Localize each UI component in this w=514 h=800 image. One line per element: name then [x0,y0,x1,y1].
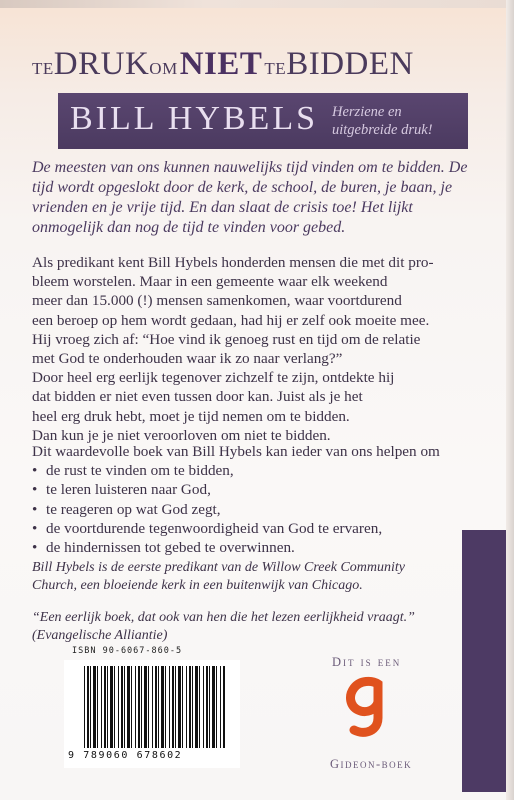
description-line: Hij vroeg zich af: “Hoe vind ik genoeg rust en tijd om de relatie [32,330,421,348]
benefits-section [32,442,452,557]
decorative-side-band [462,530,506,792]
description-line: Als predikant kent Bill Hybels honderden mensen die met dit pro- [32,254,434,271]
description-line: dat bidden er niet even tussen door kan. Juist als je het [32,388,363,406]
list-item [32,480,452,499]
list-item-text: de voortdurende tegenwoordigheid van God te ervaren, [46,519,383,537]
description-line: Dan kun je je niet veroorloven om niet te bidden. [32,426,331,444]
description-line: bleem worstelen. Maar in een gemeente waar elk weekend [32,273,388,291]
list-item [32,538,452,557]
author-name: BILL HYBELS [70,100,319,137]
title-word-druk: DRUK [53,46,150,82]
bullet-icon: • [32,481,38,499]
title-word-om: OM [149,59,178,78]
title-word-bidden: BIDDEN [286,46,414,82]
description-line: met God te onderhouden waar ik zo naar verlang?” [32,350,343,368]
edition-note: Herziene en uitgebreide druk! [332,104,433,138]
list-item-text: de hindernissen tot gebed te overwinnen. [46,539,295,557]
description-line: heel erg druk hebt, moet je tijd nemen om te bidden. [32,407,350,425]
description-paragraph [32,253,452,445]
quote-source: (Evangelische Alliantie) [32,628,168,643]
benefits-list [32,461,452,557]
barcode-icon [84,666,226,748]
publisher-line-1: Dit is een [332,655,402,669]
isbn-label: ISBN 90-6067-860-5 [72,646,183,656]
bullet-icon: • [32,500,38,518]
review-quote [32,609,462,645]
title-word-te-2: TE [264,59,287,78]
title-word-te: TE [32,59,54,78]
bullet-icon: • [32,519,38,537]
list-item-text: te reageren op wat God zegt, [46,500,221,518]
list-item [32,519,452,538]
page-edge-right [506,0,514,800]
barcode-panel [64,660,240,768]
description-line: een beroep op hem wordt gedaan, had hij er zelf ook moeite mee. [32,311,430,329]
author-bio: Bill Hybels is de eerste predikant van de Willow Creek Community Church, een bloeiende kerk in een buitenwijk van Chicago. [32,560,405,593]
list-item-text: te leren luisteren naar God, [46,481,211,499]
book-title [32,46,482,86]
description-line: Door heel erg eerlijk tegenover zichzelf te zijn, ontdekte hij [32,369,395,387]
quote-text: “Een eerlijk boek, dat ook van hen die het lezen eerlijkheid vraagt.” [32,610,415,625]
barcode-number: 9 789060 678602 [68,750,183,761]
bullet-icon: • [32,462,38,480]
list-item [32,461,452,480]
description-line: meer dan 15.000 (!) mensen samenkomen, waar voortdurend [32,292,402,310]
title-word-niet: NIET [179,46,263,82]
bullet-icon: • [32,539,38,557]
intro-text: De meesten van ons kunnen nauwelijks tijd vinden om te bidden. De tijd wordt opgeslokt door de kerk, de school, de buren, je baan, je vrienden en je vrije tijd. En dan slaat de crisis toe! Het lijkt onmogelijk dan nog de tijd te vinden voor gebed. [32,159,468,236]
benefits-lead: Dit waardevolle boek van Bill Hybels kan ieder van ons helpen om [32,443,440,460]
publisher-line-2: Gideon-boek [330,757,413,771]
page-edge-top [0,0,514,8]
list-item [32,500,452,519]
list-item-text: de rust te vinden om te bidden, [46,462,234,480]
g-letter-logo-icon [338,676,398,738]
